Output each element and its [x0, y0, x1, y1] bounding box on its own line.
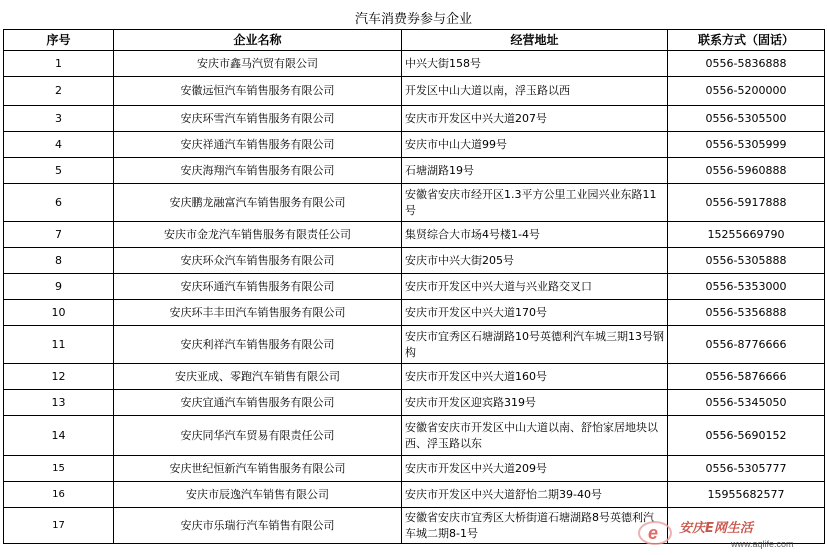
row-phone: 0556-5353000	[668, 274, 825, 300]
row-no: 3	[4, 106, 114, 132]
row-address: 开发区中山大道以南，浮玉路以西	[402, 77, 668, 106]
row-phone: 15955682577	[668, 482, 825, 508]
logo-e-letter: e	[648, 523, 659, 543]
row-name: 安庆市鑫马汽贸有限公司	[114, 51, 402, 77]
row-phone: 0556-5356888	[668, 300, 825, 326]
row-address: 安庆市开发区中兴大道舒怡二期39-40号	[402, 482, 668, 508]
table-row	[4, 184, 825, 222]
row-no: 9	[4, 274, 114, 300]
header-no: 序号	[4, 30, 114, 51]
row-phone: 0556-5305999	[668, 132, 825, 158]
header-phone: 联系方式（固话）	[668, 30, 825, 51]
row-phone: 0556-5305777	[668, 456, 825, 482]
row-name: 安庆市金龙汽车销售服务有限责任公司	[114, 222, 402, 248]
row-no: 14	[4, 416, 114, 456]
table-row	[4, 416, 825, 456]
row-phone: 0556-5345050	[668, 390, 825, 416]
row-no: 8	[4, 248, 114, 274]
row-name: 安庆世纪恒新汽车销售服务有限公司	[114, 456, 402, 482]
row-address: 安庆市开发区中兴大道207号	[402, 106, 668, 132]
row-phone: 0556-5836888	[668, 51, 825, 77]
row-no: 1	[4, 51, 114, 77]
table-row	[4, 456, 825, 482]
row-name: 安庆亚成、零跑汽车销售有限公司	[114, 364, 402, 390]
row-no: 17	[4, 508, 114, 544]
row-address: 安庆市宜秀区石塘湖路10号英德利汽车城三期13号钢构	[402, 326, 668, 364]
row-phone: 0556-5690152	[668, 416, 825, 456]
row-phone: 0556-8776666	[668, 326, 825, 364]
table-row	[4, 248, 825, 274]
table-row	[4, 364, 825, 390]
row-name: 安庆海翔汽车销售服务有限公司	[114, 158, 402, 184]
row-no: 7	[4, 222, 114, 248]
table-row	[4, 390, 825, 416]
row-name: 安庆祥通汽车销售服务有限公司	[114, 132, 402, 158]
table-row	[4, 326, 825, 364]
table-row	[4, 158, 825, 184]
row-address: 安徽省安庆市开发区中山大道以南、舒怡家居地块以西、浮玉路以东	[402, 416, 668, 456]
row-name: 安庆环众汽车销售服务有限公司	[114, 248, 402, 274]
row-address: 安庆市开发区中兴大道209号	[402, 456, 668, 482]
row-no: 11	[4, 326, 114, 364]
row-no: 4	[4, 132, 114, 158]
row-name: 安庆市乐瑞行汽车销售有限公司	[114, 508, 402, 544]
header-row	[4, 30, 825, 51]
row-address: 中兴大街158号	[402, 51, 668, 77]
row-phone: 0556-5960888	[668, 158, 825, 184]
row-phone: 0556-5305500	[668, 106, 825, 132]
row-phone: 0556-5200000	[668, 77, 825, 106]
row-no: 13	[4, 390, 114, 416]
row-phone: 0556-5876666	[668, 364, 825, 390]
header-address: 经营地址	[402, 30, 668, 51]
table-title: 汽车消费券参与企业	[354, 12, 472, 27]
row-address: 安徽省安庆市经开区1.3平方公里工业园兴业东路11号	[402, 184, 668, 222]
row-address: 安庆市开发区迎宾路319号	[402, 390, 668, 416]
table-row	[4, 300, 825, 326]
row-name: 安庆环丰丰田汽车销售服务有限公司	[114, 300, 402, 326]
row-phone: 0556-5917888	[668, 184, 825, 222]
row-name: 安庆环通汽车销售服务有限公司	[114, 274, 402, 300]
row-phone: 0556-5305888	[668, 248, 825, 274]
row-address: 集贤综合大市场4号楼1-4号	[402, 222, 668, 248]
table-row	[4, 106, 825, 132]
row-address: 安庆市开发区中兴大道160号	[402, 364, 668, 390]
row-no: 15	[4, 456, 114, 482]
watermark-text: 安庆E网生活	[679, 521, 753, 536]
row-name: 安庆宜通汽车销售服务有限公司	[114, 390, 402, 416]
row-phone: 15255669790	[668, 222, 825, 248]
table-row	[4, 77, 825, 106]
row-no: 2	[4, 77, 114, 106]
table-row	[4, 274, 825, 300]
row-address: 石塘湖路19号	[402, 158, 668, 184]
row-no: 16	[4, 482, 114, 508]
row-no: 6	[4, 184, 114, 222]
row-name: 安庆市辰逸汽车销售有限公司	[114, 482, 402, 508]
row-name: 安庆鹏龙融富汽车销售服务有限公司	[114, 184, 402, 222]
enterprise-table	[3, 29, 825, 544]
table-row	[4, 132, 825, 158]
row-no: 12	[4, 364, 114, 390]
row-address: 安庆市中山大道99号	[402, 132, 668, 158]
table-row	[4, 51, 825, 77]
row-name: 安庆同华汽车贸易有限责任公司	[114, 416, 402, 456]
header-name: 企业名称	[114, 30, 402, 51]
row-address: 安徽省安庆市宜秀区大桥街道石塘湖路8号英德利汽车城二期8-1号	[402, 508, 668, 544]
row-address: 安庆市中兴大街205号	[402, 248, 668, 274]
row-name: 安庆环雪汽车销售服务有限公司	[114, 106, 402, 132]
watermark-url: www.aqlife.com	[731, 539, 794, 549]
row-address: 安庆市开发区中兴大道170号	[402, 300, 668, 326]
row-no: 10	[4, 300, 114, 326]
row-no: 5	[4, 158, 114, 184]
row-name: 安徽远恒汽车销售服务有限公司	[114, 77, 402, 106]
table-row	[4, 222, 825, 248]
row-address: 安庆市开发区中兴大道与兴业路交叉口	[402, 274, 668, 300]
watermark-logo	[635, 513, 825, 553]
row-name: 安庆利祥汽车销售服务有限公司	[114, 326, 402, 364]
table-row	[4, 482, 825, 508]
